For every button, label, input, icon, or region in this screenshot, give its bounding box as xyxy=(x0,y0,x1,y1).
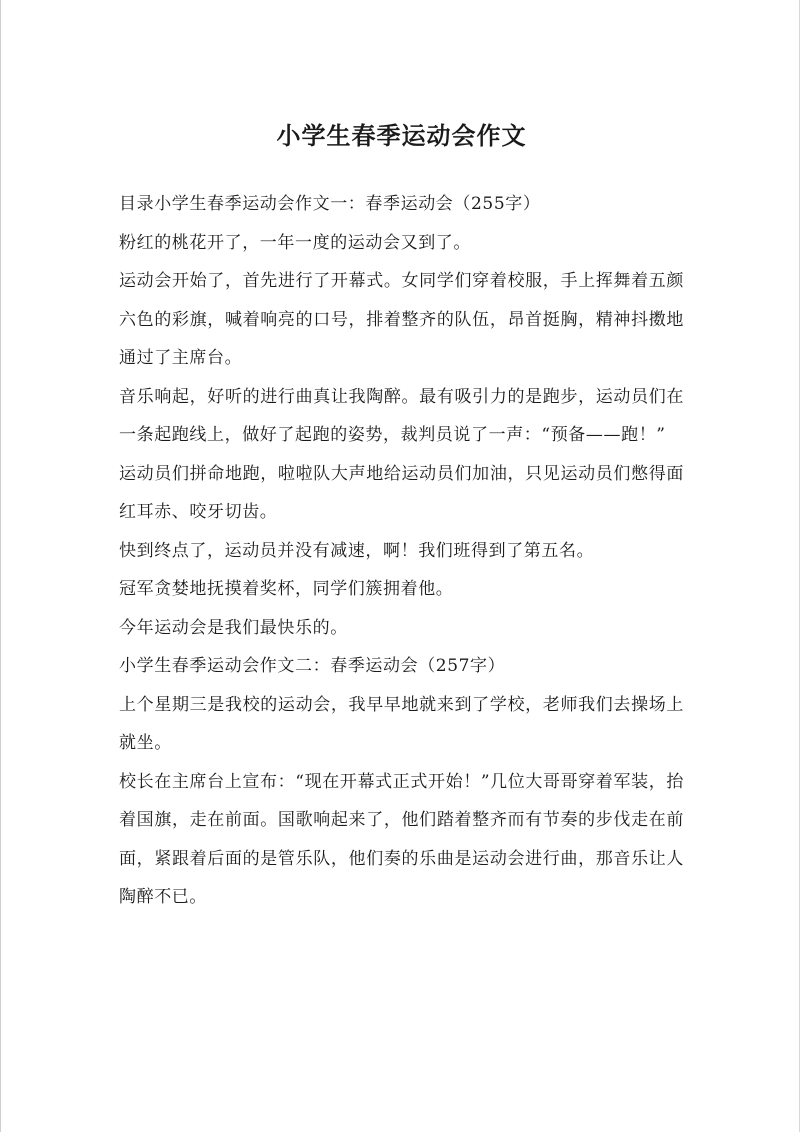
page-edge-left xyxy=(0,0,1,1132)
paragraph: 粉红的桃花开了，一年一度的运动会又到了。 xyxy=(119,232,471,253)
paragraph: 冠军贪婪地抚摸着奖杯，同学们簇拥着他。 xyxy=(119,579,454,599)
paragraph-toc: 目录小学生春季运动会作文一：春季运动会（255字） xyxy=(119,194,541,214)
paragraph: 运动会开始了，首先进行了开幕式。女同学们穿着校服，手上挥舞着五颜六色的彩旗，喊着响亮的口号，排着整齐的队伍，昂首挺胸，精神抖擞地通过了主席台。 xyxy=(119,271,684,368)
paragraph: 运动员们拼命地跑，啦啦队大声地给运动员们加油，只见运动员们憋得面红耳赤、咬牙切齿。 xyxy=(119,463,684,522)
paragraph: 快到终点了，运动员并没有减速，啊！我们班得到了第五名。 xyxy=(119,540,595,561)
paragraph: 校长在主席台上宣布：“现在开幕式正式开始！”几位大哥哥穿着军装，抬着国旗，走在前面。国歌响起来了，他们踏着整齐而有节奏的步伐走在前面，紧跟着后面的是管乐队，他们奏的乐曲是运动会进行曲，那音乐让人陶醉不已。 xyxy=(119,771,684,907)
paragraph: 音乐响起，好听的进行曲真让我陶醉。最有吸引力的是跑步，运动员们在一条起跑线上，做好了起跑的姿势，裁判员说了一声：“预备——跑！” xyxy=(119,386,684,445)
paragraph: 上个星期三是我校的运动会，我早早地就来到了学校，老师我们去操场上就坐。 xyxy=(119,694,684,753)
document-title: 小学生春季运动会作文 xyxy=(276,121,527,150)
paragraph: 今年运动会是我们最快乐的。 xyxy=(119,617,348,638)
section-heading-two: 小学生春季运动会作文二：春季运动会（257字） xyxy=(119,656,506,676)
document-body xyxy=(119,118,684,917)
